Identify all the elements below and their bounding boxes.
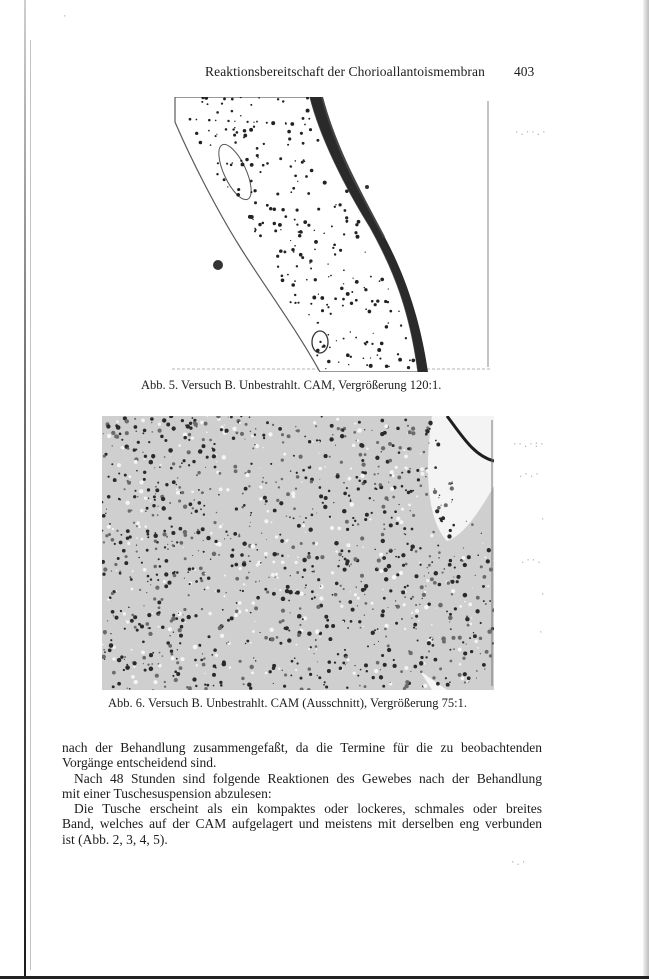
figure-6-image — [102, 416, 494, 690]
body-line-2: Vorgänge entscheidend sind. — [62, 755, 217, 771]
page-number: 403 — [514, 64, 535, 79]
bleed-through-mark: ·.· — [510, 858, 527, 868]
body-line-6: Band, welches auf der CAM aufgelagert und meistens mit derselben eng verbunden — [62, 816, 542, 832]
figure-5-caption: Abb. 5. Versuch B. Unbestrahlt. CAM, Vergrößerung 120:1. — [141, 378, 442, 392]
scan-edge-left-inner — [30, 40, 31, 970]
bleed-through-mark: ·.··.· — [514, 128, 547, 138]
figure-5-image — [170, 97, 493, 372]
bleed-through-mark: · — [540, 515, 546, 525]
bleed-through-mark: .··. — [520, 556, 542, 566]
figure-6-micrograph — [102, 416, 494, 690]
page-header — [0, 64, 649, 84]
figure-5-micrograph — [170, 97, 493, 372]
bleed-through-mark: · — [540, 590, 546, 600]
bleed-through-mark: · — [62, 12, 68, 22]
body-line-4: mit einer Tuschesuspension abzulesen: — [62, 785, 272, 801]
body-line-7: ist (Abb. 2, 3, 4, 5). — [62, 831, 168, 847]
scan-edge-left — [24, 0, 26, 979]
bleed-through-mark: ··.·:· — [512, 440, 545, 450]
bleed-through-mark: .·.· — [518, 470, 540, 480]
bleed-through-mark: · — [538, 628, 544, 638]
body-line-5: Die Tusche erscheint als ein kompaktes oder lockeres, schmales oder breites — [74, 801, 542, 817]
running-head: Reaktionsbereitschaft der Chorioallantoismembran — [205, 64, 485, 79]
figure-6-caption: Abb. 6. Versuch B. Unbestrahlt. CAM (Ausschnitt), Vergrößerung 75:1. — [108, 696, 467, 710]
body-text — [62, 740, 542, 847]
scan-edge-right — [643, 0, 649, 979]
body-line-3: Nach 48 Stunden sind folgende Reaktionen des Gewebes nach der Behandlung — [74, 770, 542, 786]
body-line-1: nach der Behandlung zusammengefaßt, da die Termine für die zu beobachtenden — [62, 740, 542, 755]
